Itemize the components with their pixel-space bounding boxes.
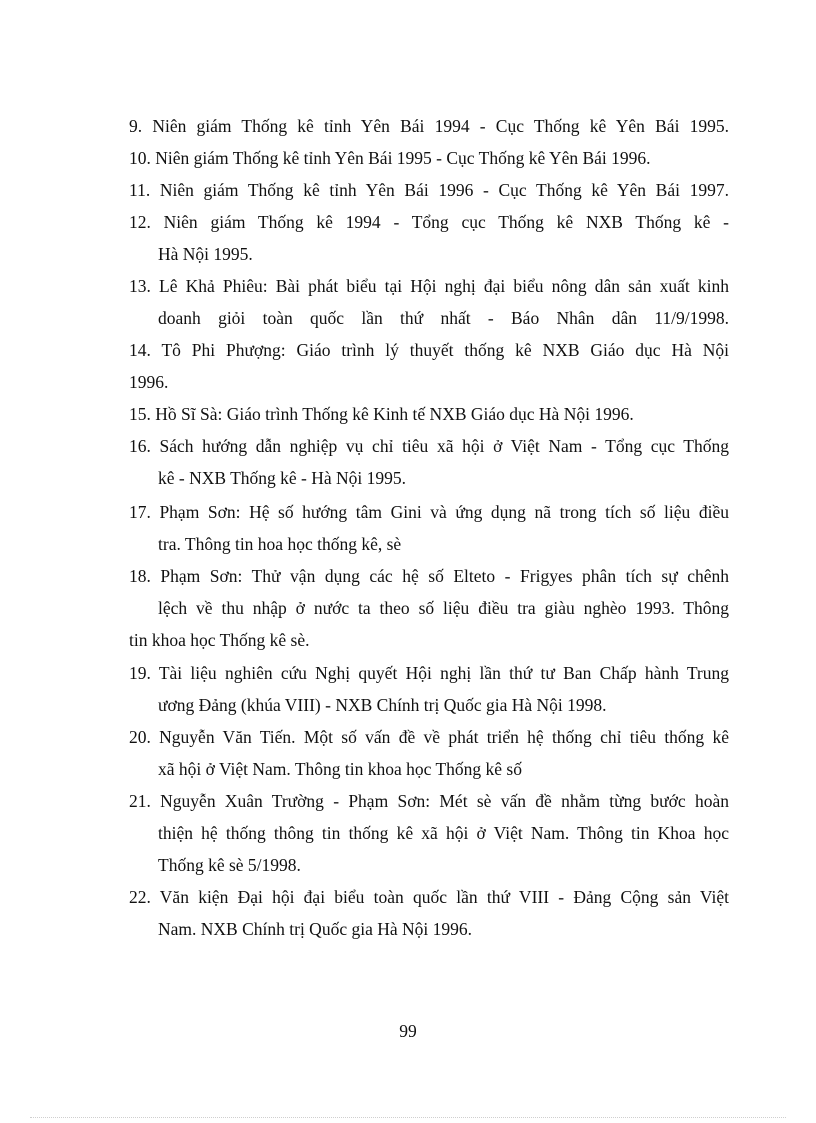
ref-16-line-1: 16. Sách hướng dẫn nghiệp vụ chỉ tiêu xã hội ở Việt Nam - Tổng cục Thống — [129, 436, 729, 456]
ref-22-line-1: 22. Văn kiện Đại hội đại biểu toàn quốc lần thứ VIII - Đảng Cộng sản Việt — [129, 887, 729, 907]
ref-19-line-2: ương Đảng (khúa VIII) - NXB Chính trị Quốc gia Hà Nội 1998. — [158, 695, 607, 715]
ref-14-line-1: 14. Tô Phi Phượng: Giáo trình lý thuyết thống kê NXB Giáo dục Hà Nội — [129, 340, 729, 360]
ref-17-line-1: 17. Phạm Sơn: Hệ số hướng tâm Gini và ứng dụng nã trong tích số liệu điều — [129, 502, 729, 522]
ref-19-line-1: 19. Tài liệu nghiên cứu Nghị quyết Hội nghị lần thứ tư Ban Chấp hành Trung — [129, 663, 729, 683]
ref-21-line-1: 21. Nguyễn Xuân Trường - Phạm Sơn: Mét sè vấn đề nhằm từng bước hoàn — [129, 791, 729, 811]
ref-11: 11. Niên giám Thống kê tỉnh Yên Bái 1996 - Cục Thống kê Yên Bái 1997. — [129, 180, 729, 200]
page-bottom-border — [30, 1117, 786, 1118]
ref-18-line-2: lệch về thu nhập ở nước ta theo số liệu điều tra giàu nghèo 1993. Thông — [158, 598, 729, 618]
ref-12-line-2: Hà Nội 1995. — [158, 244, 253, 264]
ref-20-line-1: 20. Nguyễn Văn Tiến. Một số vấn đề về phát triển hệ thống chỉ tiêu thống kê — [129, 727, 729, 747]
ref-20-line-2: xã hội ở Việt Nam. Thông tin khoa học Thống kê số — [158, 759, 522, 779]
ref-13-line-1: 13. Lê Khả Phiêu: Bài phát biểu tại Hội nghị đại biểu nông dân sản xuất kinh — [129, 276, 729, 296]
ref-12-line-1: 12. Niên giám Thống kê 1994 - Tổng cục Thống kê NXB Thống kê - — [129, 212, 729, 232]
ref-22-line-2: Nam. NXB Chính trị Quốc gia Hà Nội 1996. — [158, 919, 472, 939]
ref-14-line-2: 1996. — [129, 372, 169, 392]
page-number: 99 — [399, 1021, 417, 1041]
ref-10: 10. Niên giám Thống kê tỉnh Yên Bái 1995 - Cục Thống kê Yên Bái 1996. — [129, 148, 651, 168]
ref-21-line-2: thiện hệ thống thông tin thống kê xã hội ở Việt Nam. Thông tin Khoa học — [158, 823, 729, 843]
ref-9: 9. Niên giám Thống kê tỉnh Yên Bái 1994 - Cục Thống kê Yên Bái 1995. — [129, 116, 729, 136]
ref-21-line-3: Thống kê sè 5/1998. — [158, 855, 301, 875]
ref-16-line-2: kê - NXB Thống kê - Hà Nội 1995. — [158, 468, 407, 488]
ref-13-line-2: doanh giỏi toàn quốc lần thứ nhất - Báo Nhân dân 11/9/1998. — [158, 308, 729, 328]
ref-17-line-2: tra. Thông tin hoa học thống kê, sè — [158, 534, 402, 554]
ref-18-line-3: tin khoa học Thống kê sè. — [129, 630, 310, 650]
ref-15: 15. Hồ Sĩ Sà: Giáo trình Thống kê Kinh tế NXB Giáo dục Hà Nội 1996. — [129, 404, 634, 424]
ref-18-line-1: 18. Phạm Sơn: Thử vận dụng các hệ số Elteto - Frigyes phân tích sự chênh — [129, 566, 729, 586]
